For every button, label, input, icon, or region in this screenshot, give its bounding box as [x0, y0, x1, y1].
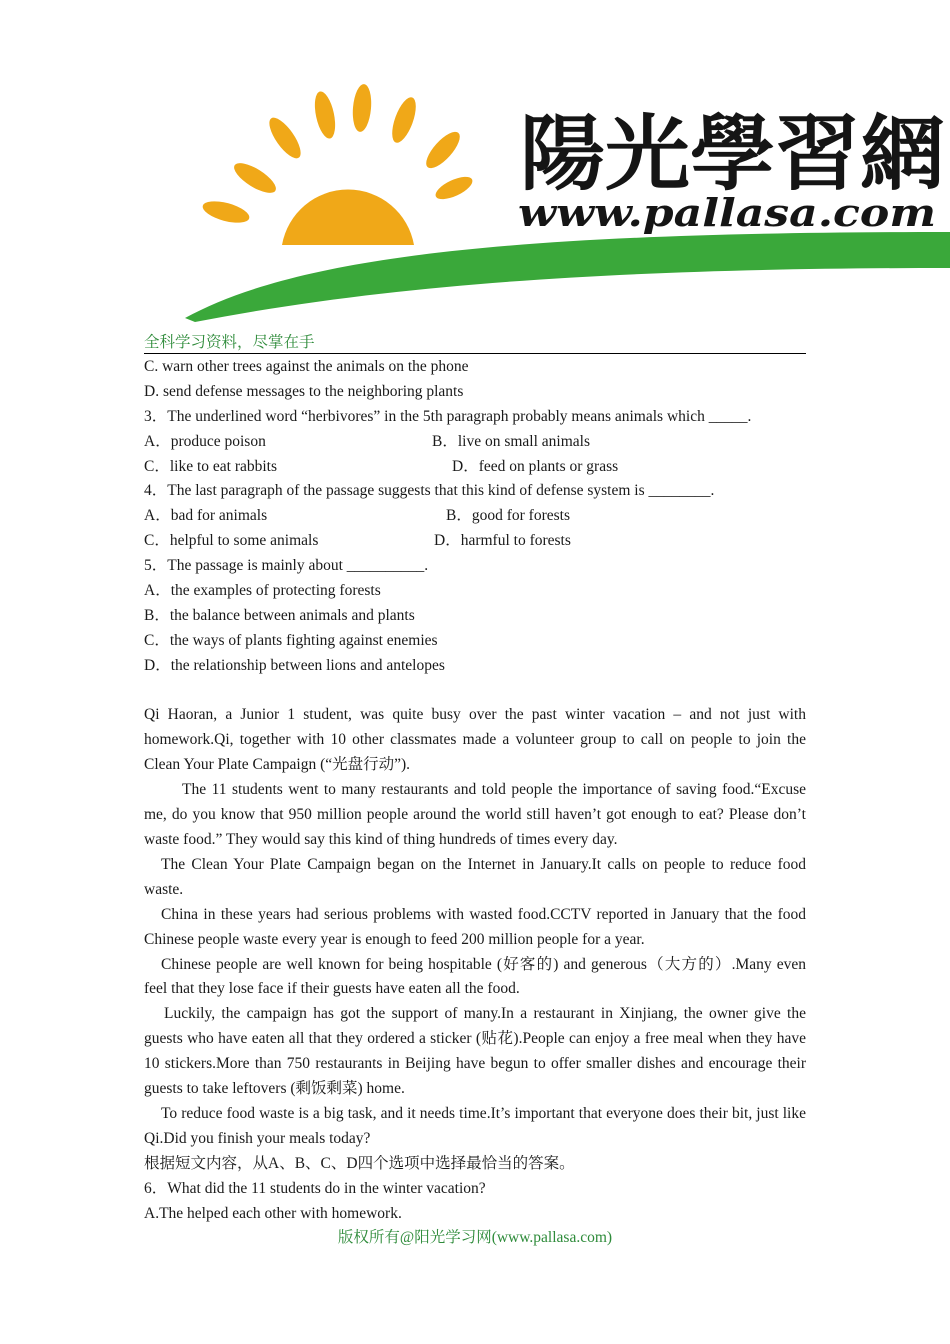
- q3-stem: 3．The underlined word “herbivores” in the 5th paragraph probably means animals which _____.: [144, 407, 752, 425]
- q3-option-a: A．produce poison: [144, 432, 266, 450]
- q5-option-c: C．the ways of plants fighting against enemies: [144, 631, 438, 649]
- q6-stem: 6．What did the 11 students do in the winter vacation?: [144, 1179, 486, 1197]
- passage-paragraph-1: Qi Haoran, a Junior 1 student, was quite busy over the past winter vacation – and not just with homework.Qi, together with 10 other classmates made a volunteer group to call on people to join the Clean Your Plate Campaign (“光盘行动”).: [144, 706, 806, 774]
- footer-copyright: 版权所有@阳光学习网(www.pallasa.com): [337, 1229, 613, 1246]
- passage-paragraph-3: The Clean Your Plate Campaign began on the Internet in January.It calls on people to reduce food waste.: [144, 855, 806, 898]
- q4-option-d: D．harmful to forests: [434, 532, 571, 550]
- q3-option-d: D．feed on plants or grass: [452, 457, 619, 475]
- q4-option-a: A．bad for animals: [144, 507, 268, 525]
- q3-option-b: B．live on small animals: [432, 432, 590, 450]
- q3-option-c: C．like to eat rabbits: [144, 457, 278, 475]
- passage-paragraph-7: To reduce food waste is a big task, and it needs time.It’s important that everyone does their bit, just like Qi.Did you finish your meals today?: [144, 1104, 806, 1147]
- q2-option-c: C. warn other trees against the animals on the phone: [144, 358, 469, 375]
- q6-option-a: A.The helped each other with homework.: [144, 1204, 402, 1222]
- q4-stem: 4．The last paragraph of the passage suggests that this kind of defense system is ________.: [144, 482, 715, 500]
- passage-paragraph-6: Luckily, the campaign has got the support of many.In a restaurant in Xinjiang, the owner give the guests who have eaten all that they ordered a sticker (贴花).People can enjoy a free meal when they have 10 stickers.More than 750 restaurants in Beijing have begun to offer smaller dishes and encourage their guests to take leftovers (剩饭剩菜) home.: [144, 1005, 806, 1098]
- document-body: [144, 355, 806, 1226]
- banner-logo-text: 陽光學習網: [520, 106, 945, 202]
- q4-option-c: C．helpful to some animals: [144, 532, 319, 550]
- q3-options-row-1: [144, 430, 806, 455]
- q4-options-row-2: [144, 529, 806, 554]
- q2-option-d: D. send defense messages to the neighboring plants: [144, 382, 464, 400]
- instruction-text: 根据短文内容，从A、B、C、D四个选项中选择最恰当的答案。: [144, 1154, 575, 1172]
- header-tagline: 全科学习资料，尽掌在手: [144, 332, 806, 354]
- q4-option-b: B．good for forests: [446, 507, 570, 525]
- q3-options-row-2: [144, 455, 806, 480]
- passage-paragraph-5: Chinese people are well known for being hospitable (好客的) and generous（大方的）.Many even feel that they lose face if their guests have eaten all the food.: [144, 955, 806, 998]
- q4-options-row-1: [144, 504, 806, 529]
- passage-paragraph-2: The 11 students went to many restaurants and told people the importance of saving food.“Excuse me, do you know that 950 million people around the world still haven’t got enough to eat? Please don’t waste food.” They would say this kind of thing hundreds of times every day.: [144, 781, 806, 848]
- site-banner: [0, 0, 950, 330]
- q5-stem: 5．The passage is mainly about __________.: [144, 557, 429, 575]
- q5-option-a: A．the examples of protecting forests: [144, 582, 381, 600]
- passage-paragraph-4: China in these years had serious problems with wasted food.CCTV reported in January that the food Chinese people waste every year is enough to feed 200 million people for a year.: [144, 905, 806, 948]
- q5-option-b: B．the balance between animals and plants: [144, 606, 415, 624]
- q5-option-d: D．the relationship between lions and antelopes: [144, 656, 445, 674]
- banner-website: www.pallasa.com: [518, 190, 936, 235]
